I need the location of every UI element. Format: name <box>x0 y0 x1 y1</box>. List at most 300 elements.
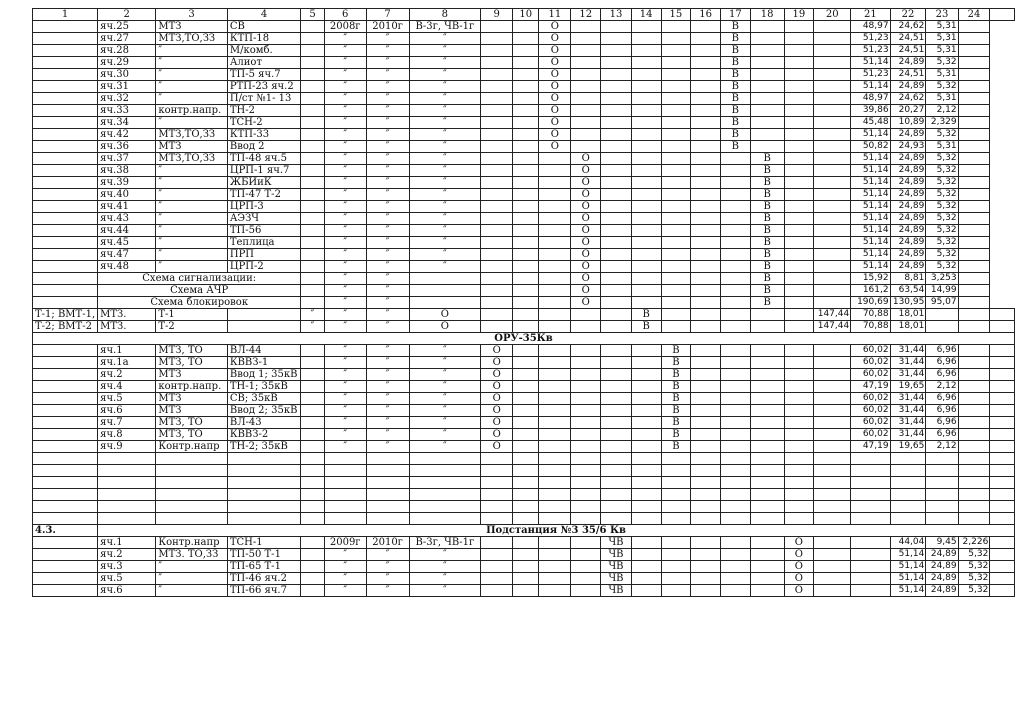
table-row <box>33 129 1015 141</box>
scheme-label: Схема сигнализации: <box>98 273 301 285</box>
table-cell: 6,96 <box>926 405 958 417</box>
table-cell <box>539 285 571 297</box>
table-cell: Т-2 <box>156 321 228 333</box>
table-cell <box>601 225 632 237</box>
table-cell <box>814 141 851 153</box>
table-cell <box>784 297 814 309</box>
table-cell <box>409 285 481 297</box>
table-cell <box>481 321 513 333</box>
table-cell: О <box>539 33 571 45</box>
table-cell: ″ <box>366 33 409 45</box>
table-cell <box>539 345 571 357</box>
table-cell <box>958 189 990 201</box>
table-cell: В <box>661 441 691 453</box>
table-cell: ″ <box>324 549 366 561</box>
table-row <box>33 381 1015 393</box>
table-cell: ″ <box>366 81 409 93</box>
scheme-label: Схема блокировок <box>98 297 301 309</box>
table-cell <box>784 453 814 465</box>
table-cell <box>814 441 851 453</box>
table-cell: ″ <box>366 117 409 129</box>
table-cell <box>691 489 721 501</box>
table-cell: О <box>571 213 601 225</box>
table-cell <box>661 69 691 81</box>
table-cell: 51,23 <box>851 33 890 45</box>
table-cell: ТП-46 яч.2 <box>227 573 300 585</box>
table-cell <box>601 81 632 93</box>
table-cell <box>958 93 990 105</box>
table-cell <box>851 549 890 561</box>
index-cell <box>33 429 98 441</box>
table-cell <box>958 393 990 405</box>
table-cell: ″ <box>366 105 409 117</box>
table-cell <box>990 321 1015 333</box>
table-cell <box>301 129 325 141</box>
table-cell: ЧВ <box>601 549 632 561</box>
table-cell: 5,31 <box>926 69 958 81</box>
table-cell <box>958 417 990 429</box>
table-cell <box>601 201 632 213</box>
table-cell: ″ <box>156 165 228 177</box>
table-cell <box>720 501 750 513</box>
table-cell: ″ <box>324 309 366 321</box>
table-cell <box>990 465 1015 477</box>
table-cell <box>571 309 601 321</box>
table-cell <box>661 57 691 69</box>
table-cell <box>958 261 990 273</box>
table-cell: ″ <box>156 261 228 273</box>
table-cell <box>926 477 958 489</box>
table-cell: ″ <box>409 381 481 393</box>
table-cell <box>301 201 325 213</box>
table-cell <box>691 501 721 513</box>
table-cell: О <box>539 45 571 57</box>
table-cell <box>814 69 851 81</box>
section-index: 4.3. <box>33 525 98 537</box>
table-cell: ″ <box>409 153 481 165</box>
table-cell <box>720 153 750 165</box>
index-cell <box>33 405 98 417</box>
table-cell <box>691 369 721 381</box>
table-row <box>33 57 1015 69</box>
table-cell <box>33 513 98 525</box>
table-cell <box>814 189 851 201</box>
table-cell <box>814 105 851 117</box>
column-number-header: 19 <box>784 9 814 21</box>
table-cell: 31,44 <box>890 393 926 405</box>
table-cell <box>990 537 1015 549</box>
table-cell: ″ <box>366 345 409 357</box>
table-cell <box>750 117 784 129</box>
table-cell <box>814 285 851 297</box>
table-cell <box>691 249 721 261</box>
table-cell: ″ <box>366 417 409 429</box>
table-cell <box>814 429 851 441</box>
table-cell: В <box>631 309 661 321</box>
table-cell <box>691 201 721 213</box>
table-cell <box>926 513 958 525</box>
table-cell <box>814 177 851 189</box>
table-cell: В <box>661 393 691 405</box>
table-cell <box>571 441 601 453</box>
table-cell <box>631 69 661 81</box>
table-cell <box>661 285 691 297</box>
table-cell <box>814 261 851 273</box>
table-cell <box>958 249 990 261</box>
table-cell <box>958 405 990 417</box>
table-cell <box>301 537 325 549</box>
table-cell <box>661 93 691 105</box>
table-cell <box>661 117 691 129</box>
table-cell <box>539 153 571 165</box>
table-cell: Ввод 2; 35кВ <box>227 405 300 417</box>
table-cell: яч.3 <box>98 561 156 573</box>
table-cell: 2,329 <box>926 117 958 129</box>
table-cell <box>571 537 601 549</box>
table-cell <box>301 105 325 117</box>
table-cell: В <box>631 321 661 333</box>
table-cell <box>156 513 228 525</box>
table-cell <box>691 69 721 81</box>
table-cell: МТЗ, ТО <box>156 345 228 357</box>
table-cell: В <box>720 21 750 33</box>
table-cell: 5,32 <box>926 153 958 165</box>
table-cell <box>958 165 990 177</box>
table-cell: ″ <box>324 429 366 441</box>
table-cell <box>958 81 990 93</box>
table-cell: 5,32 <box>926 201 958 213</box>
table-cell: ″ <box>409 33 481 45</box>
table-cell: яч.31 <box>98 81 156 93</box>
table-row <box>33 573 1015 585</box>
table-cell: МТЗ, ТО <box>156 357 228 369</box>
table-cell <box>720 549 750 561</box>
table-cell: ″ <box>366 405 409 417</box>
table-cell: В <box>750 273 784 285</box>
table-cell <box>720 285 750 297</box>
table-cell <box>814 153 851 165</box>
table-cell: 3,253 <box>926 273 958 285</box>
table-cell: 24,89 <box>890 261 926 273</box>
table-cell: ТП-66 яч.7 <box>227 585 300 597</box>
table-cell: 51,14 <box>851 165 890 177</box>
table-cell <box>784 273 814 285</box>
table-cell <box>814 213 851 225</box>
table-cell <box>750 345 784 357</box>
index-cell <box>33 105 98 117</box>
table-cell <box>631 537 661 549</box>
table-cell <box>958 129 990 141</box>
table-cell: ″ <box>366 393 409 405</box>
table-cell <box>661 177 691 189</box>
table-cell: В <box>720 117 750 129</box>
table-row <box>33 249 1015 261</box>
table-cell: ″ <box>366 321 409 333</box>
table-cell: Т-1 <box>156 309 228 321</box>
table-cell <box>301 477 325 489</box>
table-cell <box>691 261 721 273</box>
table-cell <box>958 357 990 369</box>
table-cell <box>631 117 661 129</box>
section-row <box>33 333 1015 345</box>
table-cell: Контр.напр <box>156 537 228 549</box>
table-cell <box>513 501 539 513</box>
table-cell: яч.28 <box>98 45 156 57</box>
table-cell <box>720 489 750 501</box>
table-cell <box>513 345 539 357</box>
table-cell <box>958 309 990 321</box>
table-cell <box>990 417 1015 429</box>
table-cell <box>481 153 513 165</box>
table-cell <box>631 33 661 45</box>
table-cell <box>366 501 409 513</box>
table-cell <box>571 573 601 585</box>
table-cell <box>601 249 632 261</box>
table-cell: 51,14 <box>890 549 926 561</box>
table-cell <box>513 177 539 189</box>
table-row <box>33 165 1015 177</box>
table-cell: ″ <box>324 585 366 597</box>
table-cell: КТП-33 <box>227 129 300 141</box>
table-cell <box>631 489 661 501</box>
table-cell <box>513 129 539 141</box>
table-cell: О <box>481 345 513 357</box>
table-cell <box>814 345 851 357</box>
table-cell: Алиот <box>227 57 300 69</box>
table-row <box>33 105 1015 117</box>
table-cell <box>513 249 539 261</box>
table-cell <box>814 237 851 249</box>
table-cell <box>720 393 750 405</box>
table-cell <box>691 465 721 477</box>
table-cell <box>481 33 513 45</box>
table-cell <box>409 489 481 501</box>
table-cell <box>958 501 990 513</box>
table-cell <box>814 201 851 213</box>
table-cell <box>691 237 721 249</box>
table-cell: ″ <box>324 69 366 81</box>
table-cell: О <box>571 165 601 177</box>
table-cell <box>958 513 990 525</box>
table-cell <box>631 249 661 261</box>
table-cell <box>601 165 632 177</box>
table-cell: КТП-18 <box>227 33 300 45</box>
table-cell <box>481 465 513 477</box>
table-cell: 5,32 <box>958 573 990 585</box>
table-row <box>33 237 1015 249</box>
table-cell: ″ <box>324 393 366 405</box>
table-cell: ″ <box>324 381 366 393</box>
table-cell <box>691 393 721 405</box>
table-cell: ″ <box>409 213 481 225</box>
table-cell <box>720 513 750 525</box>
table-cell <box>301 345 325 357</box>
table-cell: ″ <box>324 117 366 129</box>
table-cell <box>720 453 750 465</box>
table-cell <box>513 429 539 441</box>
table-cell: В <box>750 285 784 297</box>
table-cell <box>571 549 601 561</box>
table-cell <box>814 537 851 549</box>
table-cell <box>661 489 691 501</box>
table-cell: ″ <box>324 93 366 105</box>
table-cell <box>784 177 814 189</box>
blank-row <box>33 513 1015 525</box>
table-cell: ″ <box>409 417 481 429</box>
table-cell: ″ <box>409 69 481 81</box>
column-number-header: 9 <box>481 9 513 21</box>
table-cell <box>601 153 632 165</box>
table-cell <box>301 489 325 501</box>
table-cell <box>691 189 721 201</box>
table-cell <box>958 237 990 249</box>
table-row <box>33 33 1015 45</box>
table-cell <box>301 297 325 309</box>
table-cell <box>750 93 784 105</box>
table-cell <box>33 489 98 501</box>
table-cell <box>890 477 926 489</box>
table-cell <box>631 153 661 165</box>
table-row <box>33 201 1015 213</box>
table-cell <box>691 405 721 417</box>
table-cell <box>301 561 325 573</box>
table-cell <box>631 477 661 489</box>
table-cell <box>990 441 1015 453</box>
table-row <box>33 441 1015 453</box>
table-cell <box>958 177 990 189</box>
table-cell <box>601 177 632 189</box>
table-cell: 6,96 <box>926 369 958 381</box>
table-cell <box>750 45 784 57</box>
table-cell <box>227 513 300 525</box>
table-cell: 39,86 <box>851 105 890 117</box>
table-cell: 18,01 <box>890 321 926 333</box>
table-cell <box>958 321 990 333</box>
table-cell: яч.39 <box>98 177 156 189</box>
table-cell <box>890 465 926 477</box>
table-cell: 31,44 <box>890 429 926 441</box>
table-cell: ″ <box>156 561 228 573</box>
table-cell <box>513 489 539 501</box>
table-cell: ″ <box>324 141 366 153</box>
table-cell <box>661 105 691 117</box>
table-cell <box>691 297 721 309</box>
table-cell: ″ <box>324 417 366 429</box>
table-cell <box>601 453 632 465</box>
table-cell <box>601 417 632 429</box>
table-cell <box>601 345 632 357</box>
table-cell: ″ <box>366 561 409 573</box>
table-cell: ЦРП-2 <box>227 261 300 273</box>
table-cell <box>990 381 1015 393</box>
table-cell: МТЗ <box>156 369 228 381</box>
table-cell: ″ <box>156 69 228 81</box>
table-cell <box>571 381 601 393</box>
table-row <box>33 177 1015 189</box>
table-cell <box>958 429 990 441</box>
table-cell <box>958 465 990 477</box>
table-cell <box>631 129 661 141</box>
table-cell: О <box>481 381 513 393</box>
table-cell: 15,92 <box>851 273 890 285</box>
table-cell: яч.6 <box>98 405 156 417</box>
index-cell <box>33 153 98 165</box>
table-cell: 60,02 <box>851 345 890 357</box>
table-cell: ″ <box>366 297 409 309</box>
table-cell: ТН-2 <box>227 105 300 117</box>
table-cell <box>366 477 409 489</box>
table-cell <box>691 33 721 45</box>
table-cell <box>513 21 539 33</box>
table-cell: ″ <box>409 429 481 441</box>
table-cell <box>750 321 784 333</box>
table-cell: О <box>539 57 571 69</box>
index-cell <box>33 381 98 393</box>
table-cell <box>691 429 721 441</box>
table-cell: В <box>720 45 750 57</box>
column-number-header: 24 <box>958 9 990 21</box>
table-cell: ″ <box>366 429 409 441</box>
table-cell: яч.44 <box>98 225 156 237</box>
table-cell: МТЗ,ТО,ЗЗ <box>156 153 228 165</box>
table-cell: ЦРП-3 <box>227 201 300 213</box>
table-cell: 2010г <box>366 537 409 549</box>
table-cell: МТЗ. <box>98 321 156 333</box>
table-cell <box>720 297 750 309</box>
table-cell <box>784 513 814 525</box>
table-cell: Ввод 2 <box>227 141 300 153</box>
table-cell <box>513 453 539 465</box>
table-cell: ″ <box>301 321 325 333</box>
table-cell: ″ <box>409 549 481 561</box>
table-cell <box>539 405 571 417</box>
table-cell <box>601 69 632 81</box>
index-cell <box>33 45 98 57</box>
table-cell <box>601 261 632 273</box>
table-cell <box>851 513 890 525</box>
column-number-header: 17 <box>720 9 750 21</box>
table-cell <box>814 117 851 129</box>
table-cell <box>481 549 513 561</box>
table-cell: 51,14 <box>851 153 890 165</box>
table-cell: ТП-48 яч.5 <box>227 153 300 165</box>
table-cell <box>720 429 750 441</box>
table-row <box>33 213 1015 225</box>
table-cell <box>481 21 513 33</box>
table-cell: 31,44 <box>890 417 926 429</box>
table-cell: ″ <box>156 177 228 189</box>
table-cell: контр.напр. <box>156 105 228 117</box>
table-cell: ЦРП-1 яч.7 <box>227 165 300 177</box>
table-cell <box>601 57 632 69</box>
table-cell: ″ <box>324 573 366 585</box>
table-cell <box>481 141 513 153</box>
table-cell: ″ <box>409 225 481 237</box>
table-cell <box>601 33 632 45</box>
table-cell: В <box>750 249 784 261</box>
table-cell <box>539 309 571 321</box>
table-cell: 6,96 <box>926 393 958 405</box>
index-cell <box>33 441 98 453</box>
table-cell <box>958 273 990 285</box>
table-cell <box>571 129 601 141</box>
table-cell: В <box>661 345 691 357</box>
table-cell <box>890 501 926 513</box>
table-cell: 5,32 <box>926 225 958 237</box>
table-cell: МТЗ,ТО,ЗЗ <box>156 33 228 45</box>
table-cell <box>631 513 661 525</box>
table-cell <box>513 537 539 549</box>
